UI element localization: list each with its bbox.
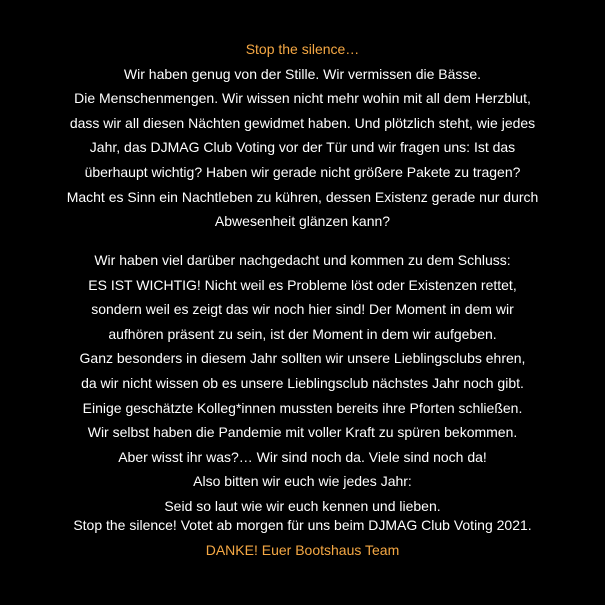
text-line: Wir haben genug von der Stille. Wir vermissen die Bässe.: [123, 65, 482, 82]
text-line: Also bitten wir euch wie jedes Jahr:: [193, 473, 412, 490]
call-to-vote-line: Stop the silence! Votet ab morgen für uns beim DJMAG Club Voting 2021.: [73, 517, 532, 533]
closing-paragraph: [20, 513, 585, 562]
text-line: ES IST WICHTIG! Nicht weil es Probleme löst oder Existenzen rettet,: [88, 276, 517, 293]
intro-paragraph: [20, 37, 585, 234]
text-line: aufhören präsent zu sein, ist der Moment in dem wir aufgeben.: [108, 325, 497, 342]
text-line: Aber wisst ihr was?… Wir sind noch da. Viele sind noch da!: [118, 448, 487, 465]
text-line: dass wir all diesen Nächten gewidmet haben. Und plötzlich steht, wie jedes: [69, 114, 536, 131]
text-line: Einige geschätzte Kolleg*innen mussten bereits ihre Pforten schließen.: [82, 399, 523, 416]
text-line: überhaupt wichtig? Haben wir gerade nicht größere Pakete zu tragen?: [84, 163, 521, 180]
text-line: Die Menschenmengen. Wir wissen nicht mehr wohin mit all dem Herzblut,: [74, 90, 531, 107]
text-line: Abwesenheit glänzen kann?: [214, 213, 391, 230]
text-line: Wir haben viel darüber nachgedacht und kommen zu dem Schluss:: [94, 252, 511, 268]
main-paragraph: [20, 248, 585, 519]
text-line: Macht es Sinn ein Nachtleben zu kühren, dessen Existenz gerade nur durch: [66, 188, 539, 205]
heading-stop-the-silence: Stop the silence…: [245, 41, 360, 57]
text-line: da wir nicht wissen ob es unsere Lieblingsclub nächstes Jahr noch gibt.: [81, 374, 524, 391]
text-line: Seid so laut wie wir euch kennen und lieben.: [164, 497, 441, 514]
text-line: Wir selbst haben die Pandemie mit voller Kraft zu spüren bekommen.: [87, 424, 518, 441]
signature-line: DANKE! Euer Bootshaus Team: [205, 541, 400, 558]
text-line: Ganz besonders in diesem Jahr sollten wir unsere Lieblingsclubs ehren,: [79, 350, 526, 367]
text-line: Jahr, das DJMAG Club Voting vor der Tür und wir fragen uns: Ist das: [89, 139, 516, 156]
text-line: sondern weil es zeigt das wir noch hier sind! Der Moment in dem wir: [91, 301, 514, 318]
